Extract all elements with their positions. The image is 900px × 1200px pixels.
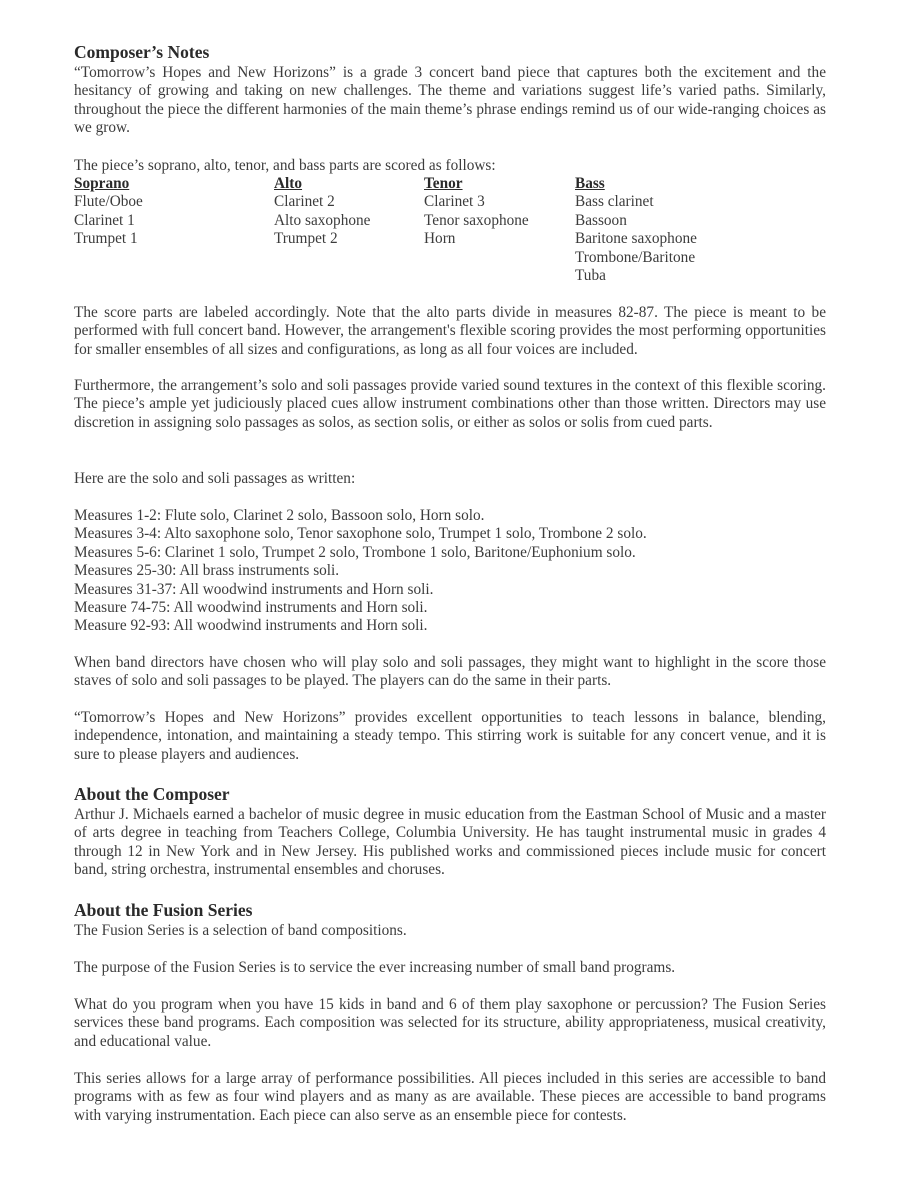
instrument: Bass clarinet bbox=[575, 193, 654, 211]
score-parts-paragraph: The score parts are labeled accordingly. Note that the alto parts divide in measures 82-87. The piece is meant to be performed with full concert band. However, the arrangement's flexible scoring provides the most performing opportunities for smaller ensembles of all sizes and configurations, as long as all four voices are included. bbox=[74, 304, 826, 358]
series-paragraph-3: What do you program when you have 15 kids in band and 6 of them play saxophone or percussion? The Fusion Series services these band programs. Each composition was selected for its structure, ability appropriateness, musical creativity, and educational value. bbox=[74, 996, 826, 1050]
passages-intro: Here are the solo and soli passages as written: bbox=[74, 470, 356, 487]
about-composer-heading: About the Composer bbox=[74, 784, 230, 804]
voice-column-alto bbox=[274, 175, 370, 249]
instrument: Tenor saxophone bbox=[424, 211, 529, 229]
measure-line: Measure 92-93: All woodwind instruments and Horn soli. bbox=[74, 617, 428, 635]
instrument: Tuba bbox=[575, 266, 606, 284]
composers-notes-heading: Composer’s Notes bbox=[74, 42, 210, 62]
about-series-heading: About the Fusion Series bbox=[74, 900, 253, 920]
instrument: Flute/Oboe bbox=[74, 193, 143, 211]
instrument: Clarinet 3 bbox=[424, 193, 485, 211]
measure-line: Measure 74-75: All woodwind instruments and Horn soli. bbox=[74, 599, 428, 616]
solo-passages-paragraph: Furthermore, the arrangement’s solo and soli passages provide varied sound textures in the context of this flexible scoring. The piece’s ample yet judiciously placed cues allow instrument combinations other than those written. Directors may use discretion in assigning solo passages as solos, as section solis, or either as solos or solis from cued parts. bbox=[74, 377, 826, 431]
series-paragraph-4: This series allows for a large array of performance possibilities. All pieces included in this series are accessible to band programs with as few as four wind players and as many as are available. These pieces are accessible to band programs with varying instrumentation. Each piece can also serve as an ensemble piece for contests. bbox=[74, 1070, 826, 1124]
voice-heading: Bass bbox=[575, 175, 605, 192]
instrument: Trumpet 1 bbox=[74, 230, 138, 248]
measure-line: Measures 5-6: Clarinet 1 solo, Trumpet 2 solo, Trombone 1 solo, Baritone/Euphonium solo. bbox=[74, 543, 636, 561]
voice-heading: Soprano bbox=[74, 175, 130, 192]
voice-heading: Tenor bbox=[424, 175, 463, 192]
scoring-intro: The piece’s soprano, alto, tenor, and bass parts are scored as follows: bbox=[74, 157, 496, 174]
voice-column-tenor bbox=[424, 175, 529, 249]
instrument: Bassoon bbox=[575, 211, 627, 229]
intro-paragraph: “Tomorrow’s Hopes and New Horizons” is a grade 3 concert band piece that captures both the excitement and the hesitancy of growing and taking on new challenges. The theme and variations suggest life’s varied paths. Similarly, throughout the piece the different harmonies of the main theme’s phrase endings remind us of our wide-ranging choices as we grow. bbox=[74, 64, 826, 137]
measure-line: Measures 25-30: All brass instruments soli. bbox=[74, 562, 340, 580]
measure-line: Measures 1-2: Flute solo, Clarinet 2 solo, Bassoon solo, Horn solo. bbox=[74, 507, 485, 524]
voice-column-bass bbox=[575, 175, 697, 285]
directors-paragraph: When band directors have chosen who will play solo and soli passages, they might want to highlight in the score those staves of solo and soli passages to be played. The players can do the same in their parts. bbox=[74, 654, 826, 690]
instrument: Horn bbox=[424, 230, 456, 248]
instrument: Trombone/Baritone bbox=[575, 248, 696, 266]
series-paragraph-2: The purpose of the Fusion Series is to service the ever increasing number of small band programs. bbox=[74, 959, 676, 976]
measure-line: Measures 3-4: Alto saxophone solo, Tenor saxophone solo, Trumpet 1 solo, Trombone 2 solo. bbox=[74, 525, 647, 543]
series-paragraph-1: The Fusion Series is a selection of band compositions. bbox=[74, 922, 407, 939]
composer-bio: Arthur J. Michaels earned a bachelor of music degree in music education from the Eastman School of Music and a master of arts degree in teaching from Teachers College, Columbia University. He has taught instrumental music in grades 4 through 12 in New York and in New Jersey. His published works and commissioned pieces include music for concert band, string orchestra, instrumental ensembles and choruses. bbox=[74, 806, 826, 879]
closing-paragraph: “Tomorrow’s Hopes and New Horizons” provides excellent opportunities to teach lessons in balance, blending, independence, intonation, and maintaining a steady tempo. This stirring work is suitable for any concert venue, and it is sure to please players and audiences. bbox=[74, 709, 826, 763]
measure-line: Measures 31-37: All woodwind instruments and Horn soli. bbox=[74, 580, 434, 598]
instrument: Clarinet 1 bbox=[74, 211, 135, 229]
instrument: Clarinet 2 bbox=[274, 193, 335, 211]
instrument: Trumpet 2 bbox=[274, 230, 338, 248]
instrument: Baritone saxophone bbox=[575, 230, 697, 248]
instrument: Alto saxophone bbox=[274, 211, 371, 229]
voice-column-soprano bbox=[74, 175, 143, 249]
voice-heading: Alto bbox=[274, 175, 303, 192]
